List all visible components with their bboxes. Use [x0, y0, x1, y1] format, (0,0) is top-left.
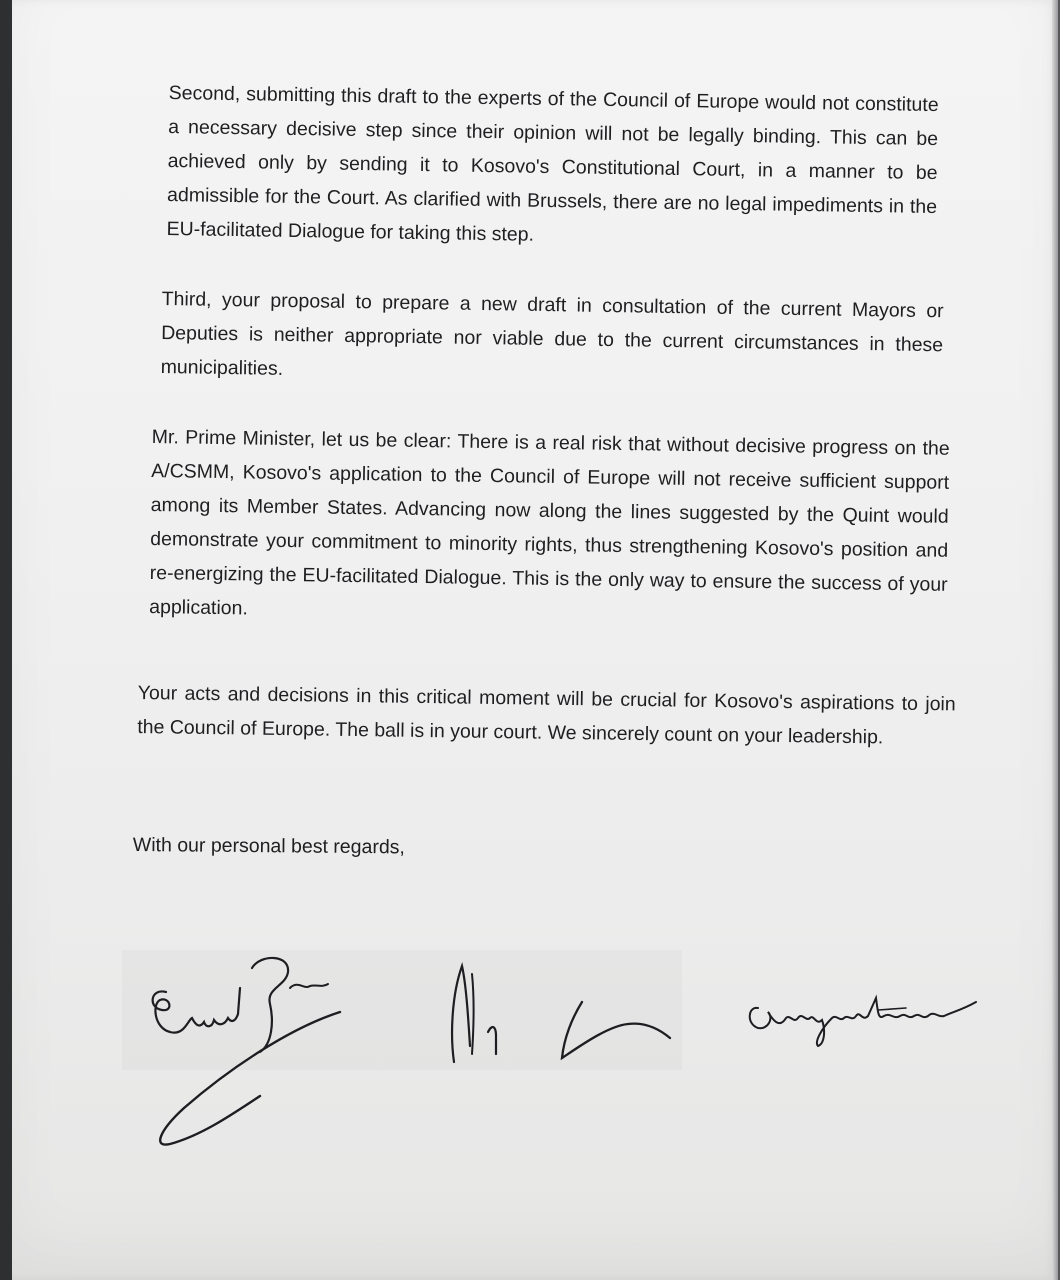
- paragraph-third: Third, your proposal to prepare a new draft in consultation of the current Mayors or Deputies is neither appropriate nor viable due to the current circumstances in these municipalities.: [160, 287, 944, 380]
- signature-block: [122, 940, 1022, 1180]
- letter-page: [12, 0, 1058, 1280]
- signature-3-icon: [552, 996, 692, 1081]
- paragraph-second: Second, submitting this draft to the experts of the Council of Europe would not constitute a necessary decisive step since their opinion will not be legally binding. This can be achieved only by sending it to Kosovo's Constitutional Court, in a manner to be admissible for the Court. As clarified with Brussels, there are no legal impediments in the EU-facilitated Dialogue for taking this step.: [166, 81, 939, 246]
- signature-4-icon: [740, 988, 1000, 1053]
- paragraph-acts-decisions: Your acts and decisions in this critical moment will be crucial for Kosovo's aspirations to join the Council of Europe. The ball is in your court. We sincerely count on your leadership.: [137, 681, 956, 749]
- signature-2-icon: [440, 954, 520, 1079]
- paragraph-prime-minister: Mr. Prime Minister, let us be clear: There is a real risk that without decisive progress on the A/CSMM, Kosovo's application to the Council of Europe will not receive sufficient support among its Member States. Advancing now along the lines suggested by the Quint would demonstrate your commitment to minority rights, thus strengthening Kosovo's position and re-energizing the EU-facilitated Dialogue. This is the only way to ensure the success of your application.: [149, 425, 950, 620]
- signature-1-icon: [140, 948, 380, 1173]
- closing-line: With our personal best regards,: [132, 833, 405, 859]
